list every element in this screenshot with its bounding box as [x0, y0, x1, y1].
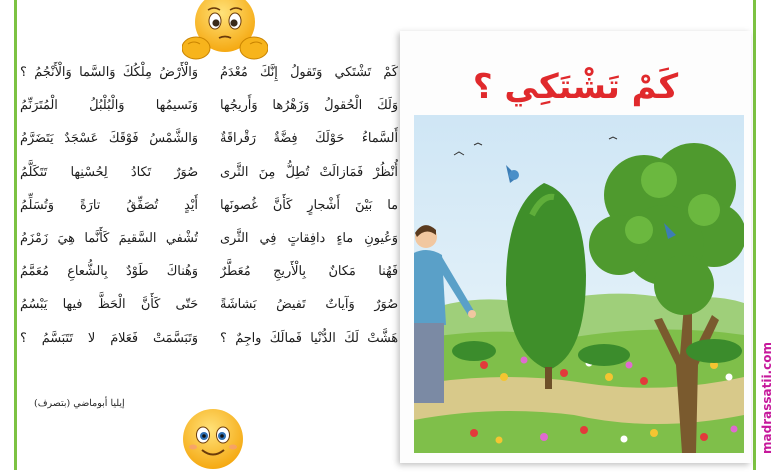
illustration-card	[400, 31, 751, 463]
poem-column-left	[20, 56, 198, 355]
site-watermark	[756, 310, 778, 470]
poem-line: وَالْأَرْضُ مِلْكُكَ وَالسَّما وَالْأَنْجُمُ ؟	[20, 65, 198, 80]
poem-line: حَتّى كَأَنَّ الْحَظَّ فيها يَبْسُمُ	[20, 297, 198, 313]
poem-line: أَيْدٍ تُصَفِّقُ تارَةً وَتُسَلِّمُ	[20, 197, 198, 213]
poem-line: تُشْفي السَّقيمَ كَأَنَّما هِيَ زَمْزَمُ	[20, 230, 198, 246]
poem-line: وَلَكَ الْحُقولُ وَزَهْرُها وَأَريجُها	[220, 98, 398, 114]
poem-line: فَهُنا مَكانٌ بِالْأَريجِ مُعَطَّرٌ	[220, 264, 398, 280]
poem-attribution: إيليا أبوماضي (بتصرف)	[34, 398, 125, 409]
poem-line: ما بَيْنَ أَشْجارٍ كَأَنَّ غُصونَها	[220, 197, 398, 213]
smiling-face-icon	[178, 405, 248, 470]
pleading-face-icon	[182, 0, 268, 62]
poem-line: أَلسَّماءُ حَوْلَكَ فِضَّةٌ رَقْراقَةٌ	[220, 131, 398, 147]
poem-line: وَهُناكَ طَوْدٌ بِالشُّعاعِ مُعَمَّمُ	[20, 264, 198, 280]
poem-line: وَعُيونِ ماءٍ دافِقاتٍ فِي الثَّرى	[220, 230, 398, 246]
poem-line: كَمْ تَشْتَكي وَتَقولُ إِنَّكَ مُعْدَمُ	[220, 65, 398, 80]
poem-line: وَالشَّمْسُ فَوْقَكَ عَسْجَدٌ يَتَضَرَّمُ	[20, 131, 198, 147]
card-title: كَمْ تَشْتَكِي ؟	[472, 67, 679, 107]
poem-line: صُوَرٌ وَآياتٌ تَفيضُ بَشاشَةً	[220, 297, 398, 313]
poem-line: هَشَّتْ لَكَ الدُّنْيا فَمالَكَ واجِمٌ ؟	[220, 330, 398, 346]
poem	[20, 56, 398, 386]
poem-column-right	[220, 56, 398, 355]
poem-line: أُنْظُرْ فَمَازالَتْ تُطِلُّ مِنَ الثَّرى	[220, 164, 398, 180]
poem-line: صُوَرٌ تَكادُ لِحُسْنِها تَتَكَلَّمُ	[20, 164, 198, 180]
garden-illustration	[414, 115, 744, 453]
poem-line: وَتَبَسَّمَتْ فَعَلامَ لا تَتَبَسَّمُ ؟	[20, 330, 198, 346]
poem-line: وَنَسيمُها وَالْبُلْبُلُ الْمُتَرَنِّمُ	[20, 98, 198, 114]
page-border-left	[14, 0, 17, 470]
watermark-text: madrassatii.com	[760, 342, 775, 454]
